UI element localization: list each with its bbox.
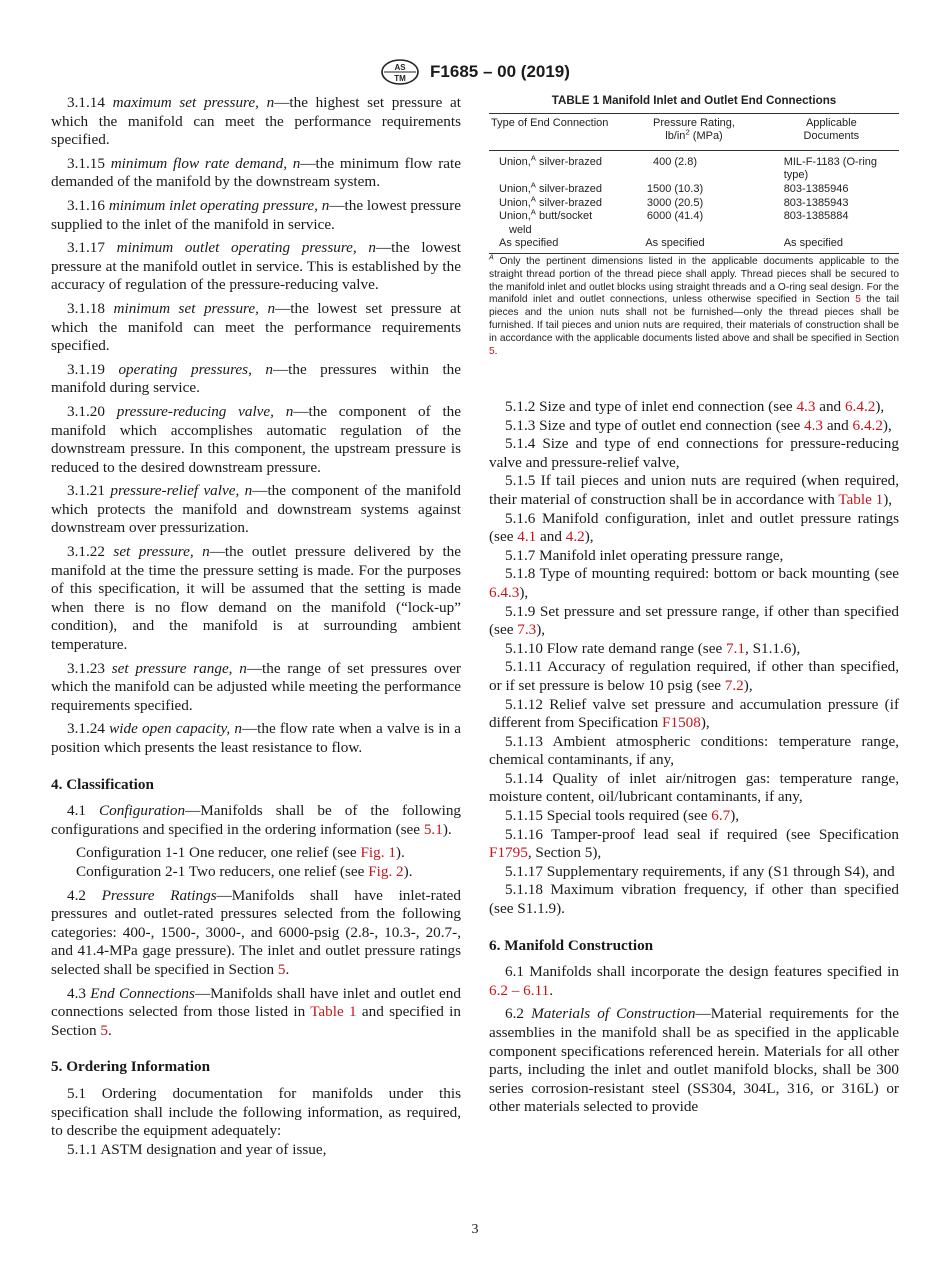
paragraph-4-2: 4.2 Pressure Ratings—Manifolds shall have inlet-rated pressures and outlet-rated pressures selected from the following categories: 400-, 1500-, 3000-, and 6000-psig (2.8-, 10.3-, 20.7-, and 41.4-MPa gage pressure). The inlet and outlet pressure ratings selected shall be specified in Section 5. (51, 886, 461, 978)
link-4-3[interactable]: 4.3 (804, 416, 824, 434)
item-5-1-3: 5.1.3 Size and type of outlet end connection (see 4.3 and 6.4.2), (505, 416, 892, 434)
link-4-3[interactable]: 4.3 (796, 398, 816, 415)
item-5-1-7: 5.1.7 Manifold inlet operating pressure range, (505, 546, 784, 564)
link-6-4-2[interactable]: 6.4.2 (852, 416, 883, 434)
section-6-heading: 6. Manifold Construction (489, 936, 654, 954)
table-row: Union,$^A$ butt/socket weld 6000 (41.4) 803-1385884 (499, 207, 849, 236)
definition-3-1-19: 3.1.19 operating pressures, n—the pressures within the manifold during service. (51, 360, 462, 397)
document-designation: F1685 – 00 (2019) (430, 62, 570, 81)
paragraph-6-1: 6.1 Manifolds shall incorporate the design features specified in 6.2 – 6.11. (489, 963, 899, 999)
table-title: TABLE 1 Manifold Inlet and Outlet End Connections (551, 94, 837, 107)
astm-logo-icon (380, 58, 420, 86)
configuration-2-1: Configuration 2-1 Two reducers, one relief (see Fig. 2). (76, 862, 413, 880)
table-header-row (489, 113, 899, 150)
column-header-documents: Applicable Documents (764, 113, 899, 150)
definition-3-1-16: 3.1.16 minimum inlet operating pressure, n—the lowest pressure supplied to the inlet of the manifold in service. (51, 196, 462, 233)
item-5-1-16: 5.1.16 Tamper-proof lead seal if required (see Specification F1795, Section 5), (489, 825, 899, 862)
configuration-1-1: Configuration 1-1 One reducer, one relief (see Fig. 1). (76, 844, 405, 862)
paragraph-6-2: 6.2 Materials of Construction—Material requirements for the assemblies in the manifold shall be as specified in the applicable component specifications referenced herein. Materials for all other parts, including the inlet and outlet manifold blocks, shall be 300 series corrosion-resistant steel (SS304, 304L, 316, or 316L) or other materials selected to provide (489, 1005, 899, 1116)
table-row: Union,$^A$ silver-brazed 3000 (20.5) 803-1385943 (499, 193, 849, 209)
item-5-1-10: 5.1.10 Flow rate demand range (see 7.1, S1.1.6), (505, 639, 801, 657)
svg-text:TM: TM (394, 74, 406, 83)
section-5-heading: 5. Ordering Information (51, 1058, 211, 1076)
item-5-1-4: 5.1.4 Size and type of end connections for pressure-reducing valve and pressure-relief valve, (489, 435, 899, 471)
item-5-1-6: 5.1.6 Manifold configuration, inlet and outlet pressure ratings (see 4.1 and 4.2), (489, 509, 899, 546)
item-5-1-18: 5.1.18 Maximum vibration frequency, if other than specified (see S1.1.9). (489, 881, 899, 918)
table-row: As specified As specified As specified (489, 237, 899, 253)
link-section-5[interactable]: 5 (277, 960, 286, 978)
definition-3-1-20: 3.1.20 pressure-reducing valve, n—the component of the manifold which accomplishes automatic regulation of the downstream pressure. In this component, the upstream pressure is reduced to the desired downstream pressure. (51, 402, 461, 476)
link-5-1[interactable]: 5.1 (423, 820, 443, 838)
link-section-5[interactable]: 5 (855, 294, 861, 306)
link-4-1[interactable]: 4.1 (517, 528, 537, 546)
item-5-1-13: 5.1.13 Ambient atmospheric conditions: temperature range, chemical contaminants, if any, (489, 732, 899, 769)
table-footnote: $^A$ Only the pertinent dimensions listed in the applicable documents applicable to the straight thread portion of the thread piece shall apply. Thread pieces shall be secured to the manifold inlet and outlet blocks using straight threads and a O-ring seal design. For the manifold inlet and outlet connections, unless otherwise specified in Section 5 the tail pieces and the union nuts shall not be furnished—only the thread pieces shall be furnished. If tail pieces and union nuts are required, their materials of construction shall be in accordance with the applicable documents listed above and shall be specified in Section 5. (489, 253, 899, 357)
link-section-5[interactable]: 5 (489, 345, 495, 357)
definition-3-1-24: 3.1.24 wide open capacity, n—the flow rate when a valve is in a position which presents the least resistance to flow. (51, 720, 462, 756)
item-5-1-17: 5.1.17 Supplementary requirements, if any (S1 through S4), and (505, 862, 895, 880)
item-5-1-9: 5.1.9 Set pressure and set pressure range, if other than specified (see 7.3), (489, 602, 899, 639)
link-6-7[interactable]: 6.7 (711, 807, 731, 825)
page-header (0, 58, 950, 86)
definition-3-1-18: 3.1.18 minimum set pressure, n—the lowest set pressure at which the manifold can meet the performance requirements specified. (51, 299, 461, 355)
item-5-1-11: 5.1.11 Accuracy of regulation required, if other than specified, or if set pressure is below 10 psig (see 7.2), (489, 658, 899, 694)
table-row: Union,$^A$ silver-brazed 400 (2.8) MIL-F-1183 (O-ring type) (499, 153, 878, 182)
link-7-2[interactable]: 7.2 (724, 676, 744, 694)
table-1 (489, 94, 899, 358)
link-table-1[interactable]: Table 1 (310, 1003, 357, 1021)
link-f1795[interactable]: F1795 (489, 844, 528, 862)
page-number: 3 (471, 1222, 479, 1237)
end-connections-table (489, 113, 899, 254)
paragraph-4-1: 4.1 Configuration—Manifolds shall be of the following configurations and specified in the ordering information (see 5.1). (51, 802, 462, 838)
svg-text:AS: AS (394, 63, 406, 72)
table-row: Union,$^A$ silver-brazed 1500 (10.3) 803-1385946 (499, 180, 849, 195)
link-6-2-6-11[interactable]: 6.2 – 6.11 (489, 981, 550, 999)
definition-3-1-14: 3.1.14 maximum set pressure, n—the highest set pressure at which the manifold can meet the performance requirements specified. (51, 94, 461, 149)
link-4-2[interactable]: 4.2 (565, 528, 585, 546)
section-4-heading: 4. Classification (51, 775, 154, 793)
link-f1508[interactable]: F1508 (662, 714, 701, 732)
item-5-1-1: 5.1.1 ASTM designation and year of issue, (67, 1140, 327, 1158)
paragraph-5-1: 5.1 Ordering documentation for manifolds under this specification shall include the following information, as required, to describe the equipment adequately: (51, 1084, 461, 1140)
definition-3-1-17: 3.1.17 minimum outlet operating pressure, n—the lowest pressure at the manifold outlet in service. This is established by the accuracy of regulation of the pressure-reducing valve. (51, 239, 461, 294)
definition-3-1-21: 3.1.21 pressure-relief valve, n—the component of the manifold which protects the manifold and downstream systems against downstream over pressurization. (51, 482, 462, 537)
item-5-1-14: 5.1.14 Quality of inlet air/nitrogen gas: temperature range, moisture content, oil/lubricant contaminants, if any, (489, 769, 899, 806)
right-column (489, 398, 899, 1117)
link-7-3[interactable]: 7.3 (517, 621, 537, 639)
definition-3-1-23: 3.1.23 set pressure range, n—the range of set pressures over which the manifold can be adjusted while meeting the performance requirements specified. (51, 659, 461, 714)
link-6-4-2[interactable]: 6.4.2 (844, 398, 876, 415)
item-5-1-2: 5.1.2 Size and type of inlet end connection (see 4.3 and 6.4.2), (505, 398, 885, 415)
link-section-5[interactable]: 5 (100, 1021, 108, 1039)
link-table-1[interactable]: Table 1 (838, 490, 884, 508)
link-fig-1[interactable]: Fig. 1 (360, 844, 396, 862)
definition-3-1-15: 3.1.15 minimum flow rate demand, n—the minimum flow rate demanded of the manifold by the downstream system. (51, 154, 461, 191)
left-column (51, 94, 461, 1159)
link-fig-2[interactable]: Fig. 2 (368, 862, 404, 880)
paragraph-4-3: 4.3 End Connections—Manifolds shall have inlet and outlet end connections selected from those listed in Table 1 and specified in Section 5. (51, 984, 461, 1039)
item-5-1-12: 5.1.12 Relief valve set pressure and accumulation pressure (if different from Specification F1508), (489, 695, 899, 732)
column-header-type: Type of End Connection (489, 113, 624, 150)
column-header-pressure: Pressure Rating, $lb/in^2$ (MPa) (624, 113, 763, 150)
item-5-1-5: 5.1.5 If tail pieces and union nuts are required (when required, their material of construction shall be in accordance with Table 1), (489, 472, 899, 508)
link-7-1[interactable]: 7.1 (726, 639, 745, 657)
item-5-1-15: 5.1.15 Special tools required (see 6.7), (505, 807, 740, 825)
definition-3-1-22: 3.1.22 set pressure, n—the outlet pressure delivered by the manifold at the time the pressure setting is made. For the purposes of this specification, it will be assumed that the setting is made when there is no flow demand on the manifold (“lock-up” condition), and the manifold is at surrounding ambient temperature. (51, 543, 461, 654)
link-6-4-3[interactable]: 6.4.3 (489, 583, 520, 601)
item-5-1-8: 5.1.8 Type of mounting required: bottom or back mounting (see 6.4.3), (489, 565, 899, 601)
